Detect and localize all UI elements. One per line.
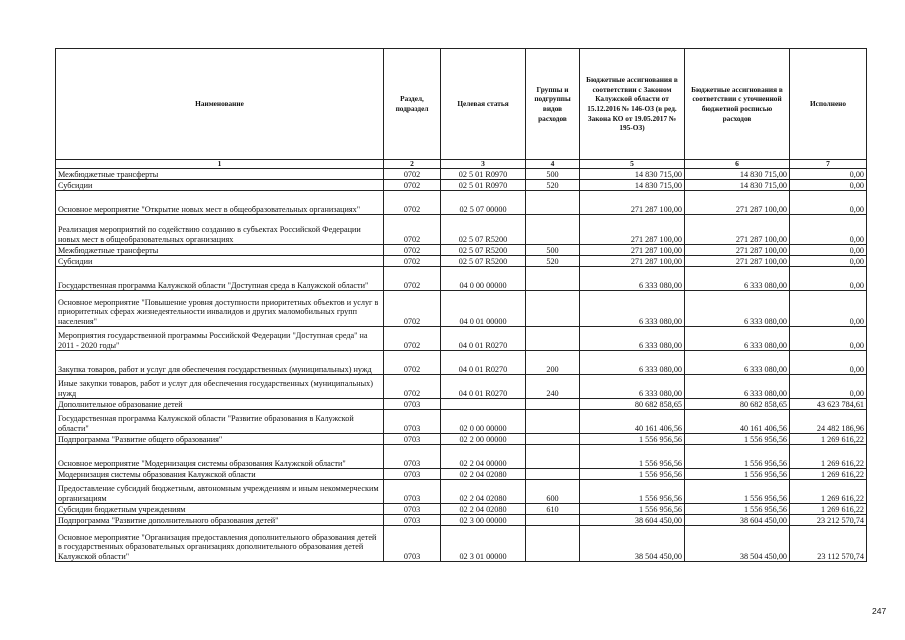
row-executed: 0,00 <box>790 351 867 375</box>
row-refined-allocation: 1 556 956,56 <box>685 480 790 504</box>
row-target: 04 0 01 R0270 <box>441 351 526 375</box>
row-law-allocation: 40 161 406,56 <box>580 410 685 434</box>
table-row <box>56 267 867 291</box>
row-group: 240 <box>526 375 580 399</box>
row-law-allocation: 14 830 715,00 <box>580 169 685 180</box>
row-target: 02 5 01 R0970 <box>441 169 526 180</box>
row-refined-allocation: 271 287 100,00 <box>685 256 790 267</box>
row-group <box>526 469 580 480</box>
row-executed: 43 623 784,61 <box>790 399 867 410</box>
row-executed: 1 269 616,22 <box>790 434 867 445</box>
table-row <box>56 169 867 180</box>
row-section: 0703 <box>384 469 441 480</box>
row-refined-allocation: 271 287 100,00 <box>685 191 790 215</box>
header-group: Группы и подгруппы видов расходов <box>526 49 580 160</box>
row-law-allocation: 271 287 100,00 <box>580 245 685 256</box>
row-name: Межбюджетные трансферты <box>56 169 384 180</box>
row-group <box>526 445 580 469</box>
row-executed: 0,00 <box>790 169 867 180</box>
row-law-allocation: 1 556 956,56 <box>580 445 685 469</box>
row-section: 0702 <box>384 291 441 327</box>
row-law-allocation: 6 333 080,00 <box>580 291 685 327</box>
row-executed: 1 269 616,22 <box>790 445 867 469</box>
row-executed: 0,00 <box>790 215 867 245</box>
row-target: 02 2 04 00000 <box>441 445 526 469</box>
row-law-allocation: 80 682 858,65 <box>580 399 685 410</box>
row-target: 02 5 07 00000 <box>441 191 526 215</box>
row-law-allocation: 6 333 080,00 <box>580 375 685 399</box>
row-group <box>526 526 580 562</box>
row-target: 04 0 01 R0270 <box>441 375 526 399</box>
row-name: Субсидии бюджетным учреждениям <box>56 504 384 515</box>
row-section: 0702 <box>384 191 441 215</box>
row-name: Мероприятия государственной программы Российской Федерации "Доступная среда" на 2011 - 2020 годы" <box>56 327 384 351</box>
row-law-allocation: 1 556 956,56 <box>580 480 685 504</box>
row-law-allocation: 6 333 080,00 <box>580 267 685 291</box>
row-group: 500 <box>526 169 580 180</box>
row-refined-allocation: 38 504 450,00 <box>685 526 790 562</box>
row-section: 0702 <box>384 327 441 351</box>
row-refined-allocation: 1 556 956,56 <box>685 445 790 469</box>
row-refined-allocation: 6 333 080,00 <box>685 351 790 375</box>
row-name: Закупка товаров, работ и услуг для обеспечения государственных (муниципальных) нужд <box>56 351 384 375</box>
row-executed: 0,00 <box>790 375 867 399</box>
row-group: 520 <box>526 256 580 267</box>
row-name: Подпрограмма "Развитие общего образования" <box>56 434 384 445</box>
row-target: 02 3 00 00000 <box>441 515 526 526</box>
row-name: Дополнительное образование детей <box>56 399 384 410</box>
row-refined-allocation: 1 556 956,56 <box>685 469 790 480</box>
row-group: 500 <box>526 245 580 256</box>
table-row <box>56 291 867 327</box>
row-section: 0703 <box>384 410 441 434</box>
header-row <box>56 49 867 160</box>
table-row <box>56 191 867 215</box>
row-target: 02 2 04 02080 <box>441 504 526 515</box>
row-name: Субсидии <box>56 180 384 191</box>
row-name: Предоставление субсидий бюджетным, автономным учреждениям и иным некоммерческим организациям <box>56 480 384 504</box>
row-refined-allocation: 271 287 100,00 <box>685 215 790 245</box>
header-refined-allocation: Бюджетные ассигнования в соответствии с уточненной бюджетной росписью расходов <box>685 49 790 160</box>
row-name: Модернизация системы образования Калужской области <box>56 469 384 480</box>
table-row <box>56 375 867 399</box>
table-row <box>56 515 867 526</box>
row-group <box>526 327 580 351</box>
row-law-allocation: 1 556 956,56 <box>580 434 685 445</box>
table-row <box>56 180 867 191</box>
row-refined-allocation: 271 287 100,00 <box>685 245 790 256</box>
row-section: 0702 <box>384 180 441 191</box>
row-group: 200 <box>526 351 580 375</box>
row-group: 610 <box>526 504 580 515</box>
header-section: Раздел, подраздел <box>384 49 441 160</box>
row-executed: 23 212 570,74 <box>790 515 867 526</box>
row-section: 0702 <box>384 351 441 375</box>
page-number: 247 <box>872 606 887 616</box>
table-row <box>56 327 867 351</box>
row-section: 0703 <box>384 399 441 410</box>
row-group <box>526 515 580 526</box>
row-law-allocation: 38 604 450,00 <box>580 515 685 526</box>
budget-table <box>55 48 867 562</box>
row-section: 0702 <box>384 169 441 180</box>
column-number: 5 <box>580 160 685 169</box>
row-section: 0703 <box>384 480 441 504</box>
row-refined-allocation: 6 333 080,00 <box>685 291 790 327</box>
row-executed: 0,00 <box>790 267 867 291</box>
row-executed: 1 269 616,22 <box>790 504 867 515</box>
row-name: Реализация мероприятий по содействию созданию в субъектах Российской Федерации новых мест в общеобразовательных организациях <box>56 215 384 245</box>
row-law-allocation: 38 504 450,00 <box>580 526 685 562</box>
row-executed: 1 269 616,22 <box>790 480 867 504</box>
row-target: 02 5 07 R5200 <box>441 215 526 245</box>
row-group <box>526 215 580 245</box>
row-section: 0703 <box>384 434 441 445</box>
row-name: Основное мероприятие "Модернизация системы образования Калужской области" <box>56 445 384 469</box>
row-law-allocation: 6 333 080,00 <box>580 327 685 351</box>
row-group <box>526 410 580 434</box>
table-row <box>56 480 867 504</box>
row-refined-allocation: 6 333 080,00 <box>685 267 790 291</box>
row-refined-allocation: 80 682 858,65 <box>685 399 790 410</box>
row-section: 0702 <box>384 256 441 267</box>
row-group <box>526 399 580 410</box>
header-executed: Исполнено <box>790 49 867 160</box>
row-target: 02 5 01 R0970 <box>441 180 526 191</box>
row-refined-allocation: 14 830 715,00 <box>685 180 790 191</box>
table-row <box>56 504 867 515</box>
row-target: 02 2 04 02080 <box>441 469 526 480</box>
table-row <box>56 469 867 480</box>
table-row <box>56 434 867 445</box>
row-section: 0703 <box>384 504 441 515</box>
table-row <box>56 410 867 434</box>
row-target: 02 2 00 00000 <box>441 434 526 445</box>
row-target: 02 5 07 R5200 <box>441 245 526 256</box>
row-name: Субсидии <box>56 256 384 267</box>
row-target <box>441 399 526 410</box>
row-refined-allocation: 6 333 080,00 <box>685 375 790 399</box>
table-row <box>56 215 867 245</box>
row-section: 0703 <box>384 526 441 562</box>
row-executed: 0,00 <box>790 191 867 215</box>
row-executed: 0,00 <box>790 256 867 267</box>
header-law-allocation: Бюджетные ассигнования в соответствии с Законом Калужской области от 15.12.2016 № 146-ОЗ (в ред. Закона КО от 19.05.2017 № 195-ОЗ) <box>580 49 685 160</box>
row-name: Основное мероприятие "Повышение уровня доступности приоритетных объектов и услуг в приоритетных сферах жизнедеятельности инвалидов и других маломобильных групп населения" <box>56 291 384 327</box>
row-executed: 0,00 <box>790 327 867 351</box>
row-law-allocation: 14 830 715,00 <box>580 180 685 191</box>
column-number-row <box>56 160 867 169</box>
header-name: Наименование <box>56 49 384 160</box>
row-executed: 0,00 <box>790 245 867 256</box>
row-refined-allocation: 1 556 956,56 <box>685 504 790 515</box>
row-refined-allocation: 40 161 406,56 <box>685 410 790 434</box>
row-executed: 1 269 616,22 <box>790 469 867 480</box>
row-section: 0702 <box>384 267 441 291</box>
row-group: 600 <box>526 480 580 504</box>
row-law-allocation: 271 287 100,00 <box>580 191 685 215</box>
row-name: Подпрограмма "Развитие дополнительного образования детей" <box>56 515 384 526</box>
row-refined-allocation: 1 556 956,56 <box>685 434 790 445</box>
row-section: 0703 <box>384 515 441 526</box>
row-refined-allocation: 6 333 080,00 <box>685 327 790 351</box>
row-refined-allocation: 14 830 715,00 <box>685 169 790 180</box>
column-number: 6 <box>685 160 790 169</box>
row-group <box>526 291 580 327</box>
row-section: 0702 <box>384 215 441 245</box>
row-group <box>526 191 580 215</box>
row-target: 02 2 04 02080 <box>441 480 526 504</box>
row-target: 02 3 01 00000 <box>441 526 526 562</box>
row-executed: 0,00 <box>790 291 867 327</box>
row-group <box>526 434 580 445</box>
row-executed: 23 112 570,74 <box>790 526 867 562</box>
row-law-allocation: 271 287 100,00 <box>580 215 685 245</box>
row-section: 0703 <box>384 445 441 469</box>
row-name: Основное мероприятие "Открытие новых мест в общеобразовательных организациях" <box>56 191 384 215</box>
row-law-allocation: 1 556 956,56 <box>580 504 685 515</box>
row-group <box>526 267 580 291</box>
table-body <box>56 169 867 562</box>
column-number: 3 <box>441 160 526 169</box>
row-name: Основное мероприятие "Организация предоставления дополнительного образования детей в государственных образовательных организациях дополнительного образования детей Калужской области" <box>56 526 384 562</box>
column-number: 2 <box>384 160 441 169</box>
table-row <box>56 526 867 562</box>
row-target: 04 0 00 00000 <box>441 267 526 291</box>
table-row <box>56 245 867 256</box>
table-row <box>56 256 867 267</box>
row-target: 04 0 01 R0270 <box>441 327 526 351</box>
row-executed: 24 482 186,96 <box>790 410 867 434</box>
row-refined-allocation: 38 604 450,00 <box>685 515 790 526</box>
row-law-allocation: 271 287 100,00 <box>580 256 685 267</box>
row-target: 02 5 07 R5200 <box>441 256 526 267</box>
row-target: 02 0 00 00000 <box>441 410 526 434</box>
row-section: 0702 <box>384 245 441 256</box>
row-name: Государственная программа Калужской области "Доступная среда в Калужской области" <box>56 267 384 291</box>
row-name: Межбюджетные трансферты <box>56 245 384 256</box>
row-name: Государственная программа Калужской области "Развитие образования в Калужской области" <box>56 410 384 434</box>
row-target: 04 0 01 00000 <box>441 291 526 327</box>
table-row <box>56 351 867 375</box>
row-name: Иные закупки товаров, работ и услуг для обеспечения государственных (муниципальных) нужд <box>56 375 384 399</box>
column-number: 4 <box>526 160 580 169</box>
row-law-allocation: 1 556 956,56 <box>580 469 685 480</box>
row-law-allocation: 6 333 080,00 <box>580 351 685 375</box>
row-group: 520 <box>526 180 580 191</box>
row-section: 0702 <box>384 375 441 399</box>
table-row <box>56 399 867 410</box>
column-number: 1 <box>56 160 384 169</box>
column-number: 7 <box>790 160 867 169</box>
row-executed: 0,00 <box>790 180 867 191</box>
header-target: Целевая статья <box>441 49 526 160</box>
table-row <box>56 445 867 469</box>
